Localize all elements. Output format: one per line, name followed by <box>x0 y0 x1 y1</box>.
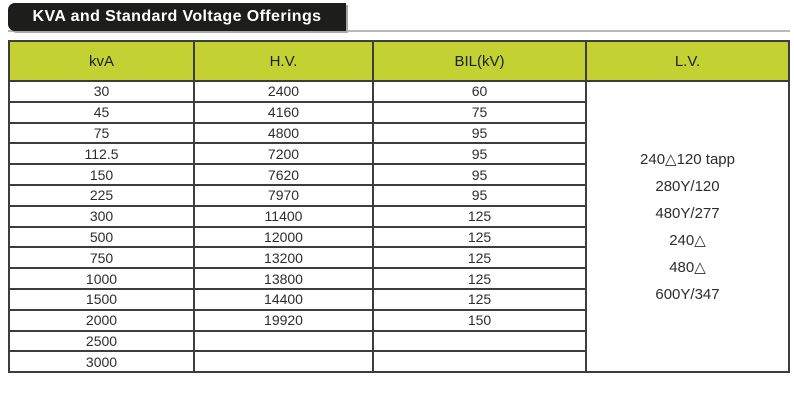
lv-line: 280Y/120 <box>655 177 720 195</box>
lv-line: 480Y/277 <box>655 204 720 222</box>
cell-bil: 95 <box>373 143 586 164</box>
cell-bil: 125 <box>373 247 586 268</box>
cell-bil: 125 <box>373 268 586 289</box>
cell-kva: 3000 <box>9 351 194 372</box>
cell-bil: 60 <box>373 81 586 102</box>
header-row <box>9 41 789 81</box>
cell-hv: 13800 <box>194 268 373 289</box>
cell-bil: 150 <box>373 310 586 331</box>
cell-hv: 12000 <box>194 227 373 248</box>
cell-kva: 45 <box>9 102 194 123</box>
lv-line: 600Y/347 <box>655 285 720 303</box>
cell-kva: 1500 <box>9 289 194 310</box>
col-header-hv: H.V. <box>194 41 373 81</box>
cell-hv: 7620 <box>194 164 373 185</box>
cell-hv: 4160 <box>194 102 373 123</box>
cell-kva: 500 <box>9 227 194 248</box>
lv-line: 240△ <box>669 231 706 249</box>
cell-bil <box>373 351 586 372</box>
cell-kva: 2500 <box>9 331 194 352</box>
col-header-kva: kvA <box>9 41 194 81</box>
col-header-bil: BIL(kV) <box>373 41 586 81</box>
cell-hv: 11400 <box>194 206 373 227</box>
cell-kva: 112.5 <box>9 143 194 164</box>
cell-hv: 14400 <box>194 289 373 310</box>
cell-kva: 150 <box>9 164 194 185</box>
cell-kva: 1000 <box>9 268 194 289</box>
cell-bil: 125 <box>373 206 586 227</box>
cell-kva: 300 <box>9 206 194 227</box>
cell-hv: 19920 <box>194 310 373 331</box>
cell-bil: 125 <box>373 289 586 310</box>
cell-bil <box>373 331 586 352</box>
cell-kva: 225 <box>9 185 194 206</box>
cell-lv-merged <box>586 81 789 372</box>
cell-hv <box>194 351 373 372</box>
cell-kva: 30 <box>9 81 194 102</box>
cell-kva: 2000 <box>9 310 194 331</box>
cell-hv <box>194 331 373 352</box>
voltage-offerings-table <box>8 40 790 373</box>
cell-hv: 7970 <box>194 185 373 206</box>
title-banner <box>8 3 346 31</box>
table-header <box>9 41 789 81</box>
cell-bil: 95 <box>373 123 586 144</box>
lv-line: 240△120 tapp <box>640 150 735 168</box>
cell-kva: 75 <box>9 123 194 144</box>
cell-bil: 125 <box>373 227 586 248</box>
cell-hv: 2400 <box>194 81 373 102</box>
table-row <box>9 81 789 102</box>
page-title: KVA and Standard Voltage Offerings <box>32 8 322 25</box>
table-body <box>9 81 789 372</box>
cell-bil: 95 <box>373 164 586 185</box>
cell-hv: 4800 <box>194 123 373 144</box>
cell-hv: 7200 <box>194 143 373 164</box>
cell-hv: 13200 <box>194 247 373 268</box>
cell-bil: 95 <box>373 185 586 206</box>
cell-kva: 750 <box>9 247 194 268</box>
cell-bil: 75 <box>373 102 586 123</box>
col-header-lv: L.V. <box>586 41 789 81</box>
lv-line: 480△ <box>669 258 706 276</box>
